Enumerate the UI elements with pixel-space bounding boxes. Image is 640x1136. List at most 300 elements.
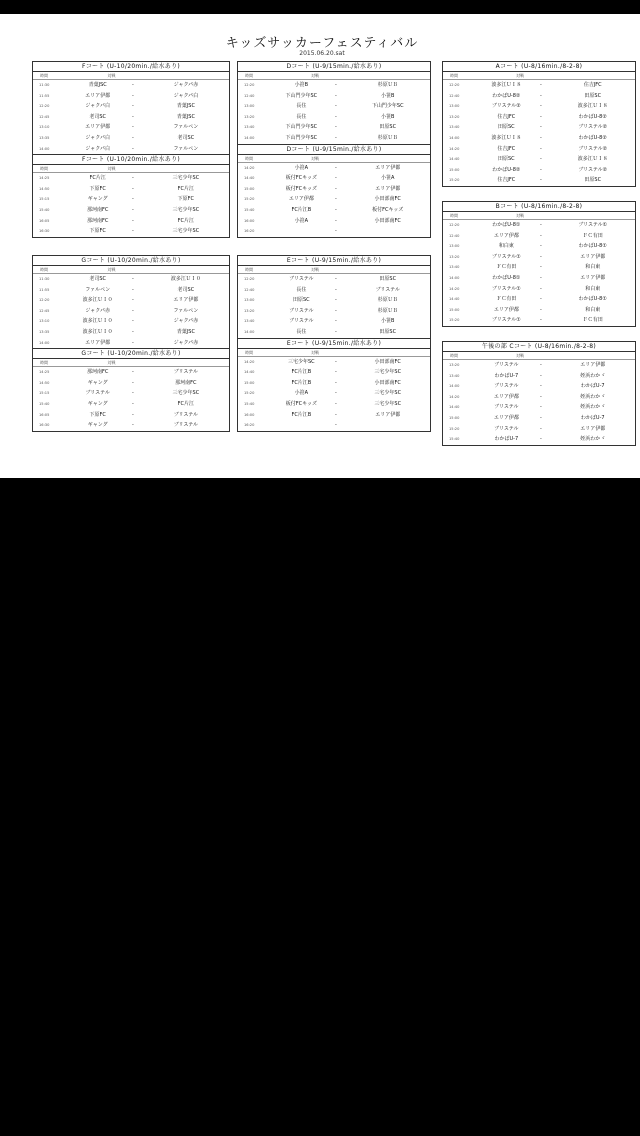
- team-away: 小笹B: [381, 113, 395, 120]
- schedule-sheet: [0, 14, 640, 478]
- court-section: [33, 348, 229, 431]
- match-time: 14:00: [449, 384, 460, 389]
- team-home: ブリステル: [289, 276, 314, 282]
- match-row: [443, 133, 635, 144]
- match-time: 12:20: [449, 83, 460, 87]
- versus-dash: -: [335, 379, 337, 386]
- team-home: 下原FC: [89, 185, 106, 192]
- team-home: 田原SC: [498, 124, 515, 131]
- match-row: [238, 306, 430, 317]
- match-time: 15:20: [449, 178, 460, 183]
- team-home: 板付FCキッズ: [285, 185, 317, 192]
- match-row: [33, 122, 229, 133]
- team-home: わかばU-8①: [492, 274, 521, 281]
- team-home: 田原SC: [293, 297, 310, 304]
- match-row: [33, 112, 229, 123]
- match-row: [443, 122, 635, 133]
- team-away: 那珂南FC: [175, 379, 197, 386]
- versus-dash: -: [132, 400, 134, 407]
- versus-dash: -: [540, 285, 542, 292]
- match-time: 12:20: [39, 298, 50, 303]
- versus-dash: -: [335, 422, 337, 429]
- team-home: 長住: [296, 103, 307, 110]
- header-match: 対戦: [515, 73, 524, 78]
- match-row: [443, 434, 635, 445]
- team-away: 姪浜わかゞ: [580, 404, 606, 411]
- court-panel: [442, 201, 636, 327]
- team-home: 住吉JFC: [497, 145, 516, 152]
- team-home: エリア伊都: [85, 92, 111, 99]
- versus-dash: -: [540, 145, 542, 152]
- team-away: エリア伊都: [580, 362, 606, 368]
- match-time: 16:00: [244, 218, 255, 223]
- match-time: 14:20: [449, 286, 460, 291]
- match-row: [443, 80, 635, 91]
- team-away: 和白東: [585, 264, 601, 271]
- team-away: 老司SC: [177, 134, 195, 141]
- match-row: [443, 165, 635, 176]
- versus-dash: -: [540, 166, 542, 173]
- match-row: [238, 274, 430, 285]
- court-title: Gコート (U-10/20min./給水あり): [33, 256, 229, 266]
- team-away: 小笹A: [381, 175, 395, 182]
- team-away: 小笹B: [381, 92, 395, 99]
- team-home: 波多江ＵＩ８: [491, 82, 522, 88]
- match-row: [33, 399, 229, 410]
- match-row: [443, 284, 635, 295]
- versus-dash: -: [540, 92, 542, 99]
- match-row: [33, 378, 229, 389]
- court-section: [33, 154, 229, 237]
- team-away: ジャクパ赤: [173, 339, 199, 346]
- match-row: [238, 205, 430, 216]
- header-match: 対戦: [107, 360, 116, 366]
- match-time: 13:35: [39, 329, 50, 334]
- match-row: [238, 410, 430, 421]
- match-time: 14:20: [244, 165, 255, 170]
- match-time: 13:00: [244, 298, 255, 303]
- team-away: ファルペン: [173, 307, 199, 314]
- court-section: [443, 202, 635, 326]
- match-row: [33, 367, 229, 378]
- team-home: ブリステル: [85, 390, 110, 397]
- versus-dash: -: [132, 145, 134, 152]
- team-home: 小笹B: [294, 82, 309, 88]
- court-title: 午後の部 Cコート (U-8/16min./8-2-8): [443, 342, 635, 352]
- versus-dash: -: [335, 124, 337, 131]
- match-time: 15:00: [449, 307, 460, 312]
- team-away: 住吉JFC: [583, 82, 602, 88]
- match-time: 12:40: [449, 233, 460, 238]
- versus-dash: -: [132, 175, 134, 182]
- team-home: ファルペン: [85, 286, 111, 293]
- team-home: 長住: [296, 286, 307, 293]
- team-away: 波多江ＵＩ８: [577, 156, 608, 163]
- versus-dash: -: [540, 425, 542, 432]
- match-row: [33, 173, 229, 184]
- match-row: [443, 381, 635, 392]
- match-row: [238, 194, 430, 205]
- match-row: [33, 388, 229, 399]
- team-away: 和白東: [585, 285, 601, 292]
- header-match: 対戦: [310, 267, 319, 272]
- team-home: FC片江B: [291, 379, 312, 386]
- versus-dash: -: [132, 196, 134, 203]
- table-header: [443, 72, 635, 80]
- match-row: [443, 175, 635, 186]
- versus-dash: -: [540, 156, 542, 163]
- versus-dash: -: [540, 177, 542, 184]
- team-home: エリア伊都: [493, 306, 519, 313]
- match-row: [238, 295, 430, 306]
- team-home: ブリステル①: [491, 317, 521, 324]
- team-away: エリア伊都: [580, 253, 606, 260]
- team-away: 三宅少年SC: [374, 400, 402, 407]
- versus-dash: -: [335, 113, 337, 120]
- table-header: [238, 266, 430, 274]
- court-title: Fコート (U-10/20min./給水あり): [33, 62, 229, 72]
- team-away: 青葉JSC: [176, 328, 195, 335]
- team-away: FC片江: [177, 400, 195, 407]
- header-match: 対戦: [107, 166, 116, 172]
- match-row: [238, 399, 430, 410]
- match-row: [33, 226, 229, 237]
- versus-dash: -: [132, 411, 134, 418]
- match-row: [443, 262, 635, 273]
- team-home: 波多江ＵＩ８: [491, 134, 522, 141]
- match-row: [238, 226, 430, 237]
- team-home: 和白東: [498, 243, 514, 250]
- versus-dash: -: [132, 369, 134, 376]
- match-time: 14:40: [244, 176, 255, 181]
- versus-dash: -: [540, 243, 542, 250]
- match-row: [33, 285, 229, 296]
- match-time: 14:40: [244, 370, 255, 375]
- team-away: 三宅少年SC: [172, 175, 200, 182]
- versus-dash: -: [335, 134, 337, 141]
- match-time: 12:40: [244, 287, 255, 292]
- match-time: 12:20: [39, 104, 50, 109]
- match-row: [443, 112, 635, 123]
- match-row: [443, 231, 635, 242]
- match-row: [33, 327, 229, 338]
- versus-dash: -: [132, 185, 134, 192]
- team-away: わかばU-8②: [578, 134, 607, 141]
- team-home: ジャクパ白: [85, 145, 110, 152]
- match-time: 14:50: [39, 380, 50, 385]
- team-away: 杉原ＵＢ: [377, 307, 398, 314]
- header-match: 対戦: [107, 73, 116, 78]
- event-date: 2015.06.20.sat: [299, 50, 345, 57]
- team-home: ジャクパ赤: [85, 307, 110, 314]
- versus-dash: -: [540, 232, 542, 239]
- match-time: 15:00: [449, 167, 460, 172]
- team-away: 和白東: [585, 306, 601, 313]
- versus-dash: -: [540, 274, 542, 281]
- team-away: ファルペン: [173, 145, 199, 152]
- versus-dash: -: [335, 206, 337, 213]
- team-away: 三宅少年SC: [172, 390, 200, 397]
- court-title: Bコート (U-8/16min./8-2-8): [443, 202, 635, 212]
- versus-dash: -: [540, 134, 542, 141]
- versus-dash: -: [132, 217, 134, 224]
- team-away: 杉原ＵＢ: [377, 134, 398, 141]
- match-row: [33, 80, 229, 91]
- team-away: 姪浜わかゞ: [580, 372, 606, 379]
- match-row: [443, 413, 635, 424]
- team-home: エリア伊都: [493, 393, 519, 400]
- match-time: 15:40: [449, 437, 460, 442]
- match-time: 13:20: [244, 308, 255, 313]
- match-time: 11:55: [39, 93, 50, 98]
- team-home: 波多江ＵＩ０: [82, 328, 113, 335]
- match-row: [443, 91, 635, 102]
- court-title: Fコート (U-10/20min./給水あり): [33, 155, 229, 165]
- team-away: ブリステル: [173, 369, 199, 376]
- match-row: [33, 410, 229, 421]
- match-time: 15:00: [244, 380, 255, 385]
- court-panel: [442, 341, 636, 446]
- team-away: 波多江ＵＩ０: [170, 276, 201, 282]
- team-home: 下山門少年SC: [285, 134, 318, 141]
- match-time: 14:00: [39, 340, 50, 345]
- team-home: 小笹A: [294, 217, 309, 224]
- team-home: 那珂南FC: [86, 217, 109, 224]
- match-row: [443, 220, 635, 231]
- match-row: [238, 316, 430, 327]
- team-home: ギャング: [87, 422, 108, 429]
- match-time: 15:40: [39, 401, 50, 406]
- match-row: [443, 360, 635, 371]
- court-title: Eコート (U-9/15min./給水あり): [238, 339, 430, 349]
- versus-dash: -: [540, 306, 542, 313]
- match-row: [33, 316, 229, 327]
- court-section: [238, 256, 430, 338]
- match-row: [443, 315, 635, 326]
- versus-dash: -: [335, 82, 337, 88]
- team-home: ブリステル②: [491, 103, 521, 110]
- team-away: 下山門少年SC: [371, 103, 404, 110]
- versus-dash: -: [335, 318, 337, 325]
- team-home: 波多江ＵＩ０: [82, 318, 113, 325]
- match-time: 14:40: [449, 297, 460, 302]
- versus-dash: -: [335, 297, 337, 304]
- team-home: 長住: [296, 328, 307, 335]
- team-home: ギャング: [87, 196, 108, 203]
- match-row: [33, 274, 229, 285]
- versus-dash: -: [335, 103, 337, 110]
- table-header: [238, 155, 430, 163]
- court-panel: [32, 61, 230, 238]
- team-away: 青葉JSC: [176, 113, 195, 120]
- team-home: 那珂南FC: [86, 369, 109, 376]
- team-away: 杉原ＵＢ: [377, 297, 398, 304]
- header-match: 対戦: [310, 349, 319, 355]
- header-time: 時間: [245, 155, 253, 161]
- match-time: 13:00: [449, 244, 460, 249]
- match-time: 15:40: [244, 401, 255, 406]
- match-time: 15:00: [244, 186, 255, 191]
- team-away: ブリステル①: [578, 222, 608, 228]
- team-away: エリア伊都: [375, 411, 401, 418]
- match-row: [238, 163, 430, 174]
- match-row: [238, 91, 430, 102]
- match-time: 14:50: [39, 186, 50, 191]
- match-row: [238, 80, 430, 91]
- header-match: 対戦: [310, 155, 319, 161]
- team-home: ジャクパ白: [85, 103, 110, 110]
- team-home: 板付FCキッズ: [285, 400, 317, 407]
- team-away: ファルペン: [173, 124, 199, 131]
- team-away: 三宅少年SC: [172, 228, 200, 235]
- team-home: 下山門少年SC: [285, 124, 318, 131]
- match-time: 15:40: [244, 207, 255, 212]
- versus-dash: -: [335, 411, 337, 418]
- match-time: 15:20: [244, 197, 255, 202]
- match-row: [33, 205, 229, 216]
- match-row: [238, 357, 430, 368]
- team-home: エリア伊都: [288, 196, 314, 203]
- versus-dash: -: [540, 253, 542, 260]
- table-header: [33, 72, 229, 80]
- versus-dash: -: [335, 369, 337, 376]
- team-away: ジャクパ赤: [173, 318, 199, 325]
- team-home: ブリステル: [494, 425, 519, 432]
- match-row: [443, 305, 635, 316]
- versus-dash: -: [335, 307, 337, 314]
- versus-dash: -: [132, 103, 134, 110]
- team-home: ＦＣ有田: [496, 296, 517, 303]
- team-away: わかばU-7: [580, 414, 605, 421]
- team-home: 住吉JFC: [497, 177, 516, 184]
- team-home: エリア伊都: [85, 339, 111, 346]
- match-time: 14:40: [449, 157, 460, 162]
- team-away: 下原FC: [177, 196, 195, 203]
- versus-dash: -: [335, 328, 337, 335]
- team-away: ブリステル: [173, 422, 199, 429]
- team-away: 田原SC: [379, 328, 397, 335]
- page-title: キッズサッカーフェスティバル: [225, 36, 419, 51]
- team-away: 小田部南FC: [374, 196, 401, 203]
- team-home: わかばU-8②: [492, 92, 521, 99]
- header-match: 対戦: [107, 267, 116, 272]
- table-header: [33, 359, 229, 367]
- team-away: 波多江ＵＩ８: [577, 103, 608, 110]
- team-away: ＦＣ有田: [582, 232, 603, 239]
- match-time: 14:00: [39, 146, 50, 151]
- versus-dash: -: [335, 286, 337, 293]
- versus-dash: -: [132, 134, 134, 141]
- match-time: 11:30: [39, 83, 50, 87]
- match-row: [238, 327, 430, 338]
- versus-dash: -: [540, 124, 542, 131]
- match-time: 15:20: [449, 318, 460, 323]
- versus-dash: -: [132, 328, 134, 335]
- court-section: [238, 144, 430, 237]
- versus-dash: -: [335, 390, 337, 397]
- team-home: ブリステル①: [491, 285, 521, 292]
- court-panel: [442, 61, 636, 187]
- versus-dash: -: [540, 414, 542, 421]
- versus-dash: -: [540, 222, 542, 228]
- header-match: 対戦: [515, 353, 524, 358]
- match-time: 13:40: [449, 265, 460, 270]
- match-time: 14:00: [449, 135, 460, 140]
- match-row: [443, 241, 635, 252]
- match-row: [33, 184, 229, 195]
- match-time: 15:15: [39, 391, 50, 396]
- team-away: 青葉JSC: [176, 103, 195, 110]
- match-row: [443, 371, 635, 382]
- header-match: 対戦: [310, 73, 319, 78]
- match-row: [443, 392, 635, 403]
- versus-dash: -: [335, 164, 337, 171]
- match-time: 16:05: [39, 218, 50, 223]
- team-away: ジャクパ白: [173, 92, 199, 99]
- match-time: 12:20: [244, 277, 255, 281]
- match-row: [443, 101, 635, 112]
- team-away: エリア伊都: [580, 274, 606, 281]
- team-home: ＦＣ有田: [496, 264, 517, 271]
- match-row: [238, 112, 430, 123]
- match-row: [33, 306, 229, 317]
- team-away: FC片江: [177, 185, 195, 192]
- match-time: 14:20: [244, 359, 255, 364]
- versus-dash: -: [132, 390, 134, 397]
- header-time: 時間: [450, 353, 458, 358]
- team-home: 那珂南FC: [86, 206, 109, 213]
- match-time: 13:20: [244, 114, 255, 119]
- versus-dash: -: [132, 318, 134, 325]
- team-home: FC片江B: [291, 369, 312, 376]
- team-home: ギャング: [87, 379, 108, 386]
- team-home: FC片江: [89, 175, 106, 182]
- table-header: [238, 72, 430, 80]
- court-panel: [237, 255, 431, 432]
- team-home: エリア伊都: [493, 414, 519, 421]
- team-home: わかばU-7: [494, 372, 519, 379]
- team-home: ブリステル: [289, 307, 314, 314]
- versus-dash: -: [335, 175, 337, 182]
- court-section: [238, 62, 430, 144]
- header-time: 時間: [450, 73, 458, 78]
- team-away: エリア伊都: [173, 297, 199, 304]
- versus-dash: -: [132, 307, 134, 314]
- match-time: 13:40: [449, 373, 460, 378]
- court-panel: [32, 255, 230, 432]
- versus-dash: -: [540, 393, 542, 400]
- versus-dash: -: [335, 217, 337, 224]
- team-home: ギャング: [87, 400, 108, 407]
- match-time: 15:00: [449, 415, 460, 420]
- team-home: ブリステル: [494, 404, 519, 411]
- match-time: 15:20: [449, 426, 460, 431]
- table-header: [443, 212, 635, 220]
- match-time: 14:25: [39, 176, 50, 181]
- versus-dash: -: [132, 124, 134, 131]
- team-home: エリア伊都: [493, 232, 519, 239]
- versus-dash: -: [132, 297, 134, 304]
- header-time: 時間: [40, 73, 48, 78]
- court-section: [33, 256, 229, 348]
- versus-dash: -: [335, 400, 337, 407]
- header-time: 時間: [245, 349, 253, 355]
- header-time: 時間: [40, 360, 48, 366]
- versus-dash: -: [540, 296, 542, 303]
- team-away: FC片江: [177, 217, 195, 224]
- versus-dash: -: [132, 276, 134, 282]
- match-row: [443, 402, 635, 413]
